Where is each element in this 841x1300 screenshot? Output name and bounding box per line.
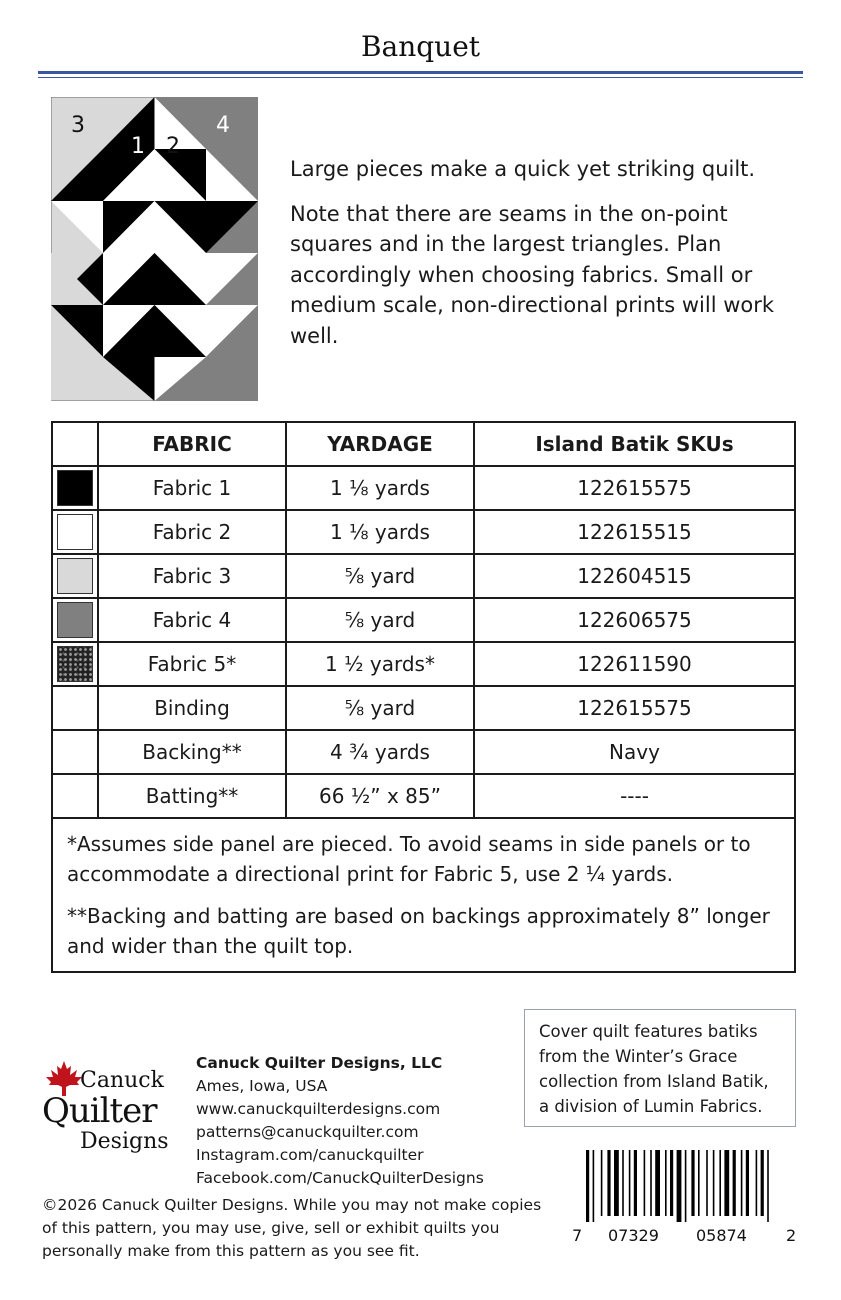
fabric-cell: Backing** — [98, 730, 286, 774]
swatch-cell — [52, 642, 98, 686]
barcode-bar — [698, 1150, 700, 1216]
barcode-bar — [665, 1150, 667, 1216]
table-row — [52, 466, 795, 510]
table-row — [52, 510, 795, 554]
sku-cell: 122615515 — [474, 510, 795, 554]
yardage-cell: 4 ¾ yards — [286, 730, 474, 774]
yardage-cell: 1 ½ yards* — [286, 642, 474, 686]
barcode-bar — [719, 1150, 721, 1216]
table-row — [52, 554, 795, 598]
barcode-bar — [733, 1150, 736, 1216]
swatch-cell — [52, 466, 98, 510]
barcode-digit: 07329 — [608, 1226, 659, 1245]
yardage-cell: 1 ⅛ yards — [286, 466, 474, 510]
barcode-bar — [756, 1150, 758, 1216]
instagram-link[interactable]: Instagram.com/canuckquilter — [196, 1146, 424, 1164]
barcode-bars — [572, 1150, 800, 1224]
yardage-cell: ⅝ yard — [286, 554, 474, 598]
intro-paragraph: Large pieces make a quick yet striking quilt. — [290, 157, 756, 181]
header-fabric: FABRIC — [98, 422, 286, 466]
swatch-cell — [52, 730, 98, 774]
swatch-light-gray — [57, 558, 93, 594]
barcode-bar — [607, 1150, 610, 1216]
barcode-digit: 2 — [786, 1226, 797, 1245]
swatch-cell — [52, 598, 98, 642]
sku-cell: 122611590 — [474, 642, 795, 686]
yardage-cell: ⅝ yard — [286, 686, 474, 730]
fabric-cell: Fabric 1 — [98, 466, 286, 510]
barcode-bar — [586, 1150, 589, 1222]
page-title: Banquet — [360, 30, 481, 63]
quilt-diagram — [51, 97, 258, 401]
barcode-bar — [746, 1150, 749, 1216]
diagram-label-3: 3 — [71, 113, 85, 138]
swatch-cell — [52, 510, 98, 554]
sku-cell: 122615575 — [474, 466, 795, 510]
table-row — [52, 730, 795, 774]
fabric-cell: Fabric 5* — [98, 642, 286, 686]
logo-line-3: Designs — [80, 1129, 169, 1154]
fabric-table — [51, 421, 796, 973]
sku-cell: ---- — [474, 774, 795, 818]
cover-note: Cover quilt features batiks from the Winter’s Grace collection from Island Batik, a division of Lumin Fabrics. — [524, 1009, 796, 1127]
company-name: Canuck Quilter Designs, LLC — [196, 1054, 443, 1072]
title-rule — [38, 71, 803, 74]
barcode-bar — [622, 1150, 624, 1216]
table-row — [52, 598, 795, 642]
logo-line-2: Quilter — [42, 1091, 157, 1131]
note-backing: **Backing and batting are based on backings approximately 8” longer and wider than the quilt top. — [67, 904, 770, 958]
diagram-label-4: 4 — [216, 113, 230, 138]
quilt-diagram-svg — [51, 97, 258, 401]
fabric-cell: Binding — [98, 686, 286, 730]
barcode-digit: 05874 — [696, 1226, 747, 1245]
barcode-bar — [614, 1150, 619, 1216]
barcode-bar — [655, 1150, 660, 1216]
facebook-link[interactable]: Facebook.com/CanuckQuilterDesigns — [196, 1169, 484, 1187]
diagram-label-1: 1 — [131, 134, 145, 159]
barcode-bar — [644, 1150, 646, 1216]
barcode-bar — [601, 1150, 603, 1216]
swatch-white — [57, 514, 93, 550]
fabric-cell: Fabric 3 — [98, 554, 286, 598]
yardage-cell: ⅝ yard — [286, 598, 474, 642]
barcode-bar — [670, 1150, 673, 1216]
header-yardage: YARDAGE — [286, 422, 474, 466]
yardage-cell: 66 ½” x 85” — [286, 774, 474, 818]
sku-cell: 122615575 — [474, 686, 795, 730]
barcode-bar — [685, 1150, 687, 1222]
email-link[interactable]: patterns@canuckquilter.com — [196, 1123, 419, 1141]
barcode-bar — [691, 1150, 694, 1216]
barcode-bar — [706, 1150, 708, 1216]
sku-cell: Navy — [474, 730, 795, 774]
barcode-bar — [724, 1150, 729, 1216]
table-notes-row — [52, 818, 795, 972]
barcode-bar — [634, 1150, 637, 1216]
swatch-cell — [52, 686, 98, 730]
swatch-black — [57, 470, 93, 506]
company-location: Ames, Iowa, USA — [196, 1077, 328, 1095]
header-sku: Island Batik SKUs — [474, 422, 795, 466]
sku-cell: 122604515 — [474, 554, 795, 598]
swatch-speckled — [57, 646, 93, 682]
table-row — [52, 774, 795, 818]
swatch-cell — [52, 554, 98, 598]
table-notes — [52, 818, 795, 972]
diagram-label-2: 2 — [166, 134, 180, 159]
intro-paragraph: Note that there are seams in the on-point squares and in the largest triangles. Plan accordingly when choosing fabrics. Small or medium scale, non-directional prints will work well. — [290, 201, 775, 348]
table-row — [52, 642, 795, 686]
barcode-bar — [593, 1150, 595, 1222]
barcode-bar — [629, 1150, 631, 1216]
note-fabric5: *Assumes side panel are pieced. To avoid seams in side panels or to accommodate a directional print for Fabric 5, use 2 ¼ yards. — [67, 832, 751, 886]
fabric-cell: Fabric 4 — [98, 598, 286, 642]
barcode-bar — [650, 1150, 652, 1216]
barcode-bar — [741, 1150, 743, 1216]
header-swatch — [52, 422, 98, 466]
barcode-bar — [713, 1150, 715, 1216]
copyright-notice: ©2026 Canuck Quilter Designs. While you may not make copies of this pattern, you may use, give, sell or exhibit quilts you personally make from this pattern as you see fit. — [42, 1196, 542, 1260]
website-link[interactable]: www.canuckquilterdesigns.com — [196, 1100, 441, 1118]
yardage-cell: 1 ⅛ yards — [286, 510, 474, 554]
intro-text — [290, 154, 800, 365]
barcode-bar — [767, 1150, 769, 1222]
title-rule-thin — [38, 77, 803, 78]
table-row — [52, 686, 795, 730]
barcode-digit: 7 — [572, 1226, 583, 1245]
barcode-bar — [677, 1150, 682, 1222]
contact-info — [196, 1052, 484, 1190]
logo-line-1: Canuck — [80, 1068, 164, 1093]
table-header-row — [52, 422, 795, 466]
swatch-dark-gray — [57, 602, 93, 638]
company-logo — [36, 1058, 186, 1168]
fabric-cell: Batting** — [98, 774, 286, 818]
barcode — [572, 1150, 800, 1250]
barcode-bar — [761, 1150, 764, 1216]
sku-cell: 122606575 — [474, 598, 795, 642]
swatch-cell — [52, 774, 98, 818]
fabric-cell: Fabric 2 — [98, 510, 286, 554]
